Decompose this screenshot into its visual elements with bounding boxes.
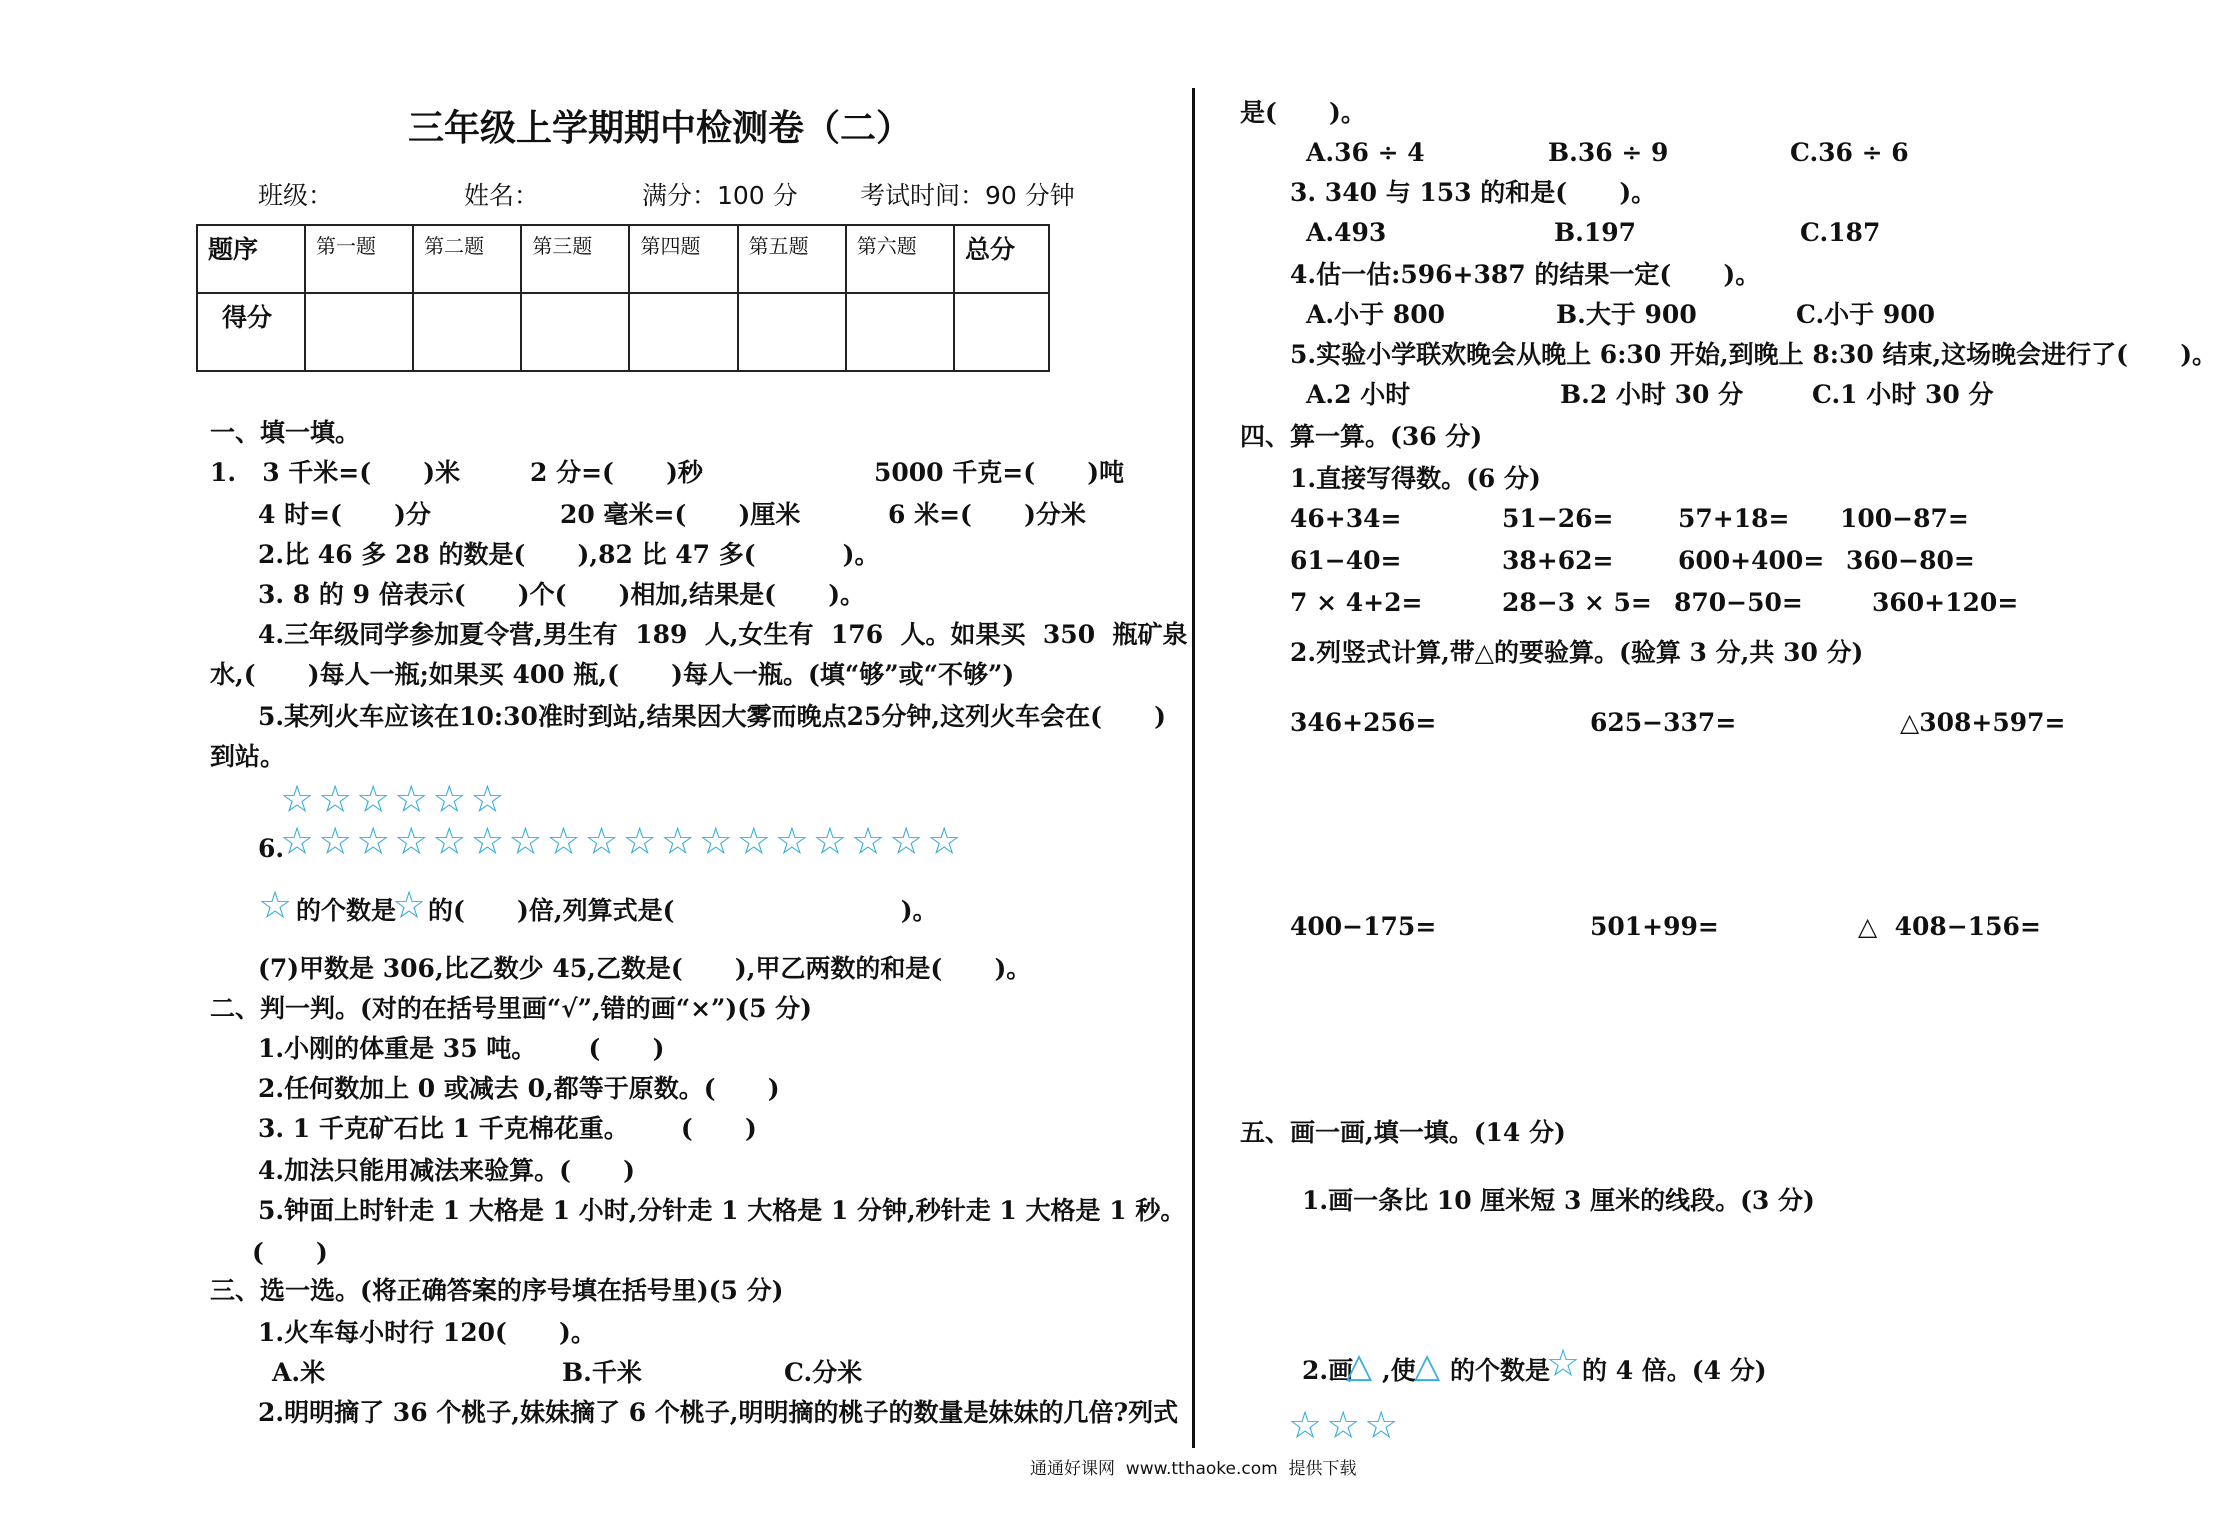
judge-4: 4.加法只能用减法来验算。( ) <box>258 1156 635 1185</box>
vertical-calc-item: △308+597= <box>1900 708 2066 737</box>
question-7: (7)甲数是 306,比乙数少 45,乙数是( ),甲乙两数的和是( )。 <box>258 954 1032 983</box>
question-2: 2.比 46 多 28 的数是( ),82 比 47 多( )。 <box>258 540 880 569</box>
question-1d: 4 时=( )分 <box>258 500 431 529</box>
score-header-cell: 总分 <box>954 225 1049 293</box>
vertical-calc-item: 346+256= <box>1290 708 1437 737</box>
score-header-cell: 第二题 <box>413 225 521 293</box>
choice-1: 1.火车每小时行 120( )。 <box>258 1318 596 1347</box>
choice-2-cont: 是( )。 <box>1240 98 1366 127</box>
judge-1: 1.小刚的体重是 35 吨。 ( ) <box>258 1034 665 1063</box>
score-header-cell: 第一题 <box>305 225 413 293</box>
exam-time-label: 考试时间：90 分钟 <box>860 181 1075 210</box>
calc-item: 360+120= <box>1872 588 2019 617</box>
score-row-label: 得分 <box>197 293 305 371</box>
choice-4-a: A.小于 800 <box>1306 300 1445 329</box>
full-score-label: 满分：100 分 <box>642 181 798 210</box>
vertical-calc-item: 625−337= <box>1590 708 1737 737</box>
choice-2-b: B.36 ÷ 9 <box>1548 138 1669 167</box>
judge-5-brackets: ( ) <box>252 1238 328 1267</box>
choice-4: 4.估一估:596+387 的结果一定( )。 <box>1290 260 1761 289</box>
question-1c: 5000 千克=( )吨 <box>874 458 1125 487</box>
score-cell[interactable] <box>954 293 1049 371</box>
vertical-calc-item: 400−175= <box>1290 912 1437 941</box>
choice-1-b: B.千米 <box>562 1358 642 1387</box>
question-6-label: 6. <box>258 834 285 863</box>
star-icon: ☆ <box>258 883 297 927</box>
judge-2: 2.任何数加上 0 或减去 0,都等于原数。( ) <box>258 1074 780 1103</box>
direct-calc-heading: 1.直接写得数。(6 分) <box>1290 464 1541 493</box>
vertical-calc-heading: 2.列竖式计算,带△的要验算。(验算 3 分,共 30 分) <box>1290 638 1864 667</box>
triangle-icon: △ <box>1346 1346 1373 1386</box>
draw-question-2-part-b: ,使 <box>1382 1356 1416 1385</box>
star-row-bottom: ☆☆☆☆☆☆☆☆☆☆☆☆☆☆☆☆☆☆ <box>280 819 966 863</box>
judge-5: 5.钟面上时针走 1 大格是 1 小时,分针走 1 大格是 1 分钟,秒针走 1 大格是 1 秒。 <box>258 1196 1186 1225</box>
choice-4-c: C.小于 900 <box>1796 300 1936 329</box>
choice-1-c: C.分米 <box>784 1358 863 1387</box>
choice-5: 5.实验小学联欢晚会从晚上 6:30 开始,到晚上 8:30 结束,这场晚会进行了( )。 <box>1290 340 2218 369</box>
section-1-heading: 一、填一填。 <box>210 418 361 447</box>
star-icon: ☆ <box>1546 1341 1585 1385</box>
calc-item: 38+62= <box>1502 546 1614 575</box>
score-cell[interactable] <box>738 293 846 371</box>
score-header-cell: 第三题 <box>521 225 629 293</box>
draw-question-2-part-a: 2.画 <box>1302 1356 1354 1385</box>
vertical-calc-item: 501+99= <box>1590 912 1719 941</box>
judge-3: 3. 1 千克矿石比 1 千克棉花重。 ( ) <box>258 1114 757 1143</box>
section-2-heading: 二、判一判。(对的在括号里画“√”,错的画“×”)(5 分) <box>210 994 813 1023</box>
score-cell[interactable] <box>846 293 954 371</box>
question-5a: 5.某列火车应该在10:30准时到站,结果因大雾而晚点25分钟,这列火车会在( ) <box>258 702 1166 731</box>
calc-item: 360−80= <box>1846 546 1975 575</box>
choice-1-a: A.米 <box>272 1358 326 1387</box>
section-3-heading: 三、选一选。(将正确答案的序号填在括号里)(5 分) <box>210 1276 784 1305</box>
calc-item: 7 × 4+2= <box>1290 588 1423 617</box>
calc-item: 57+18= <box>1678 504 1790 533</box>
choice-2-c: C.36 ÷ 6 <box>1790 138 1909 167</box>
choice-3-a: A.493 <box>1306 218 1387 247</box>
choice-3-c: C.187 <box>1800 218 1881 247</box>
draw-question-2-part-c: 的个数是 <box>1450 1356 1551 1385</box>
choice-3-b: B.197 <box>1554 218 1637 247</box>
footer-credit: 通通好课网 www.tthaoke.com 提供下载 <box>1030 1459 1357 1479</box>
name-label: 姓名： <box>464 181 540 210</box>
question-1b: 2 分=( )秒 <box>530 458 703 487</box>
calc-item: 100−87= <box>1840 504 1969 533</box>
class-label: 班级： <box>258 181 334 210</box>
vertical-calc-item: △ 408−156= <box>1858 912 2041 941</box>
score-header-cell: 第五题 <box>738 225 846 293</box>
choice-5-c: C.1 小时 30 分 <box>1812 380 1994 409</box>
calc-item: 870−50= <box>1674 588 1803 617</box>
choice-5-a: A.2 小时 <box>1306 380 1411 409</box>
score-cell[interactable] <box>521 293 629 371</box>
star-row-three: ☆☆☆ <box>1288 1403 1403 1447</box>
score-header-cell: 第六题 <box>846 225 954 293</box>
choice-4-b: B.大于 900 <box>1556 300 1697 329</box>
question-3: 3. 8 的 9 倍表示( )个( )相加,结果是( )。 <box>258 580 866 609</box>
calc-item: 61−40= <box>1290 546 1402 575</box>
calc-item: 28−3 × 5= <box>1502 588 1652 617</box>
calc-item: 600+400= <box>1678 546 1825 575</box>
score-cell[interactable] <box>629 293 737 371</box>
choice-3: 3. 340 与 153 的和是( )。 <box>1290 178 1657 207</box>
score-header-cell: 题序 <box>197 225 305 293</box>
question-4b: 水,( )每人一瓶;如果买 400 瓶,( )每人一瓶。(填“够”或“不够”) <box>210 660 1015 689</box>
score-cell[interactable] <box>413 293 521 371</box>
question-6-text-1: 的个数是 <box>296 896 397 925</box>
question-1e: 20 毫米=( )厘米 <box>560 500 801 529</box>
question-1a: 1. 3 千米=( )米 <box>210 458 461 487</box>
section-5-heading: 五、画一画,填一填。(14 分) <box>1240 1118 1566 1147</box>
triangle-icon: △ <box>1414 1346 1441 1386</box>
score-cell[interactable] <box>305 293 413 371</box>
draw-question-1: 1.画一条比 10 厘米短 3 厘米的线段。(3 分) <box>1302 1186 1815 1215</box>
section-4-heading: 四、算一算。(36 分) <box>1240 422 1483 451</box>
page-title: 三年级上学期期中检测卷（二） <box>408 107 913 149</box>
question-6-text-2: 的( )倍,列算式是( )。 <box>428 896 938 925</box>
calc-item: 51−26= <box>1502 504 1614 533</box>
score-header-cell: 第四题 <box>629 225 737 293</box>
question-1f: 6 米=( )分米 <box>888 500 1086 529</box>
draw-question-2-part-d: 的 4 倍。(4 分) <box>1582 1356 1767 1385</box>
choice-2: 2.明明摘了 36 个桃子,妹妹摘了 6 个桃子,明明摘的桃子的数量是妹妹的几倍?列式 <box>258 1398 1179 1427</box>
choice-2-a: A.36 ÷ 4 <box>1306 138 1425 167</box>
choice-5-b: B.2 小时 30 分 <box>1560 380 1744 409</box>
star-icon: ☆ <box>392 883 431 927</box>
column-divider <box>1192 88 1195 1448</box>
calc-item: 46+34= <box>1290 504 1402 533</box>
question-4a: 4.三年级同学参加夏令营,男生有 189 人,女生有 176 人。如果买 350 瓶矿泉 <box>258 620 1188 649</box>
question-5b: 到站。 <box>210 742 286 771</box>
star-row-top: ☆☆☆☆☆☆ <box>280 777 509 821</box>
score-table <box>196 224 1050 372</box>
